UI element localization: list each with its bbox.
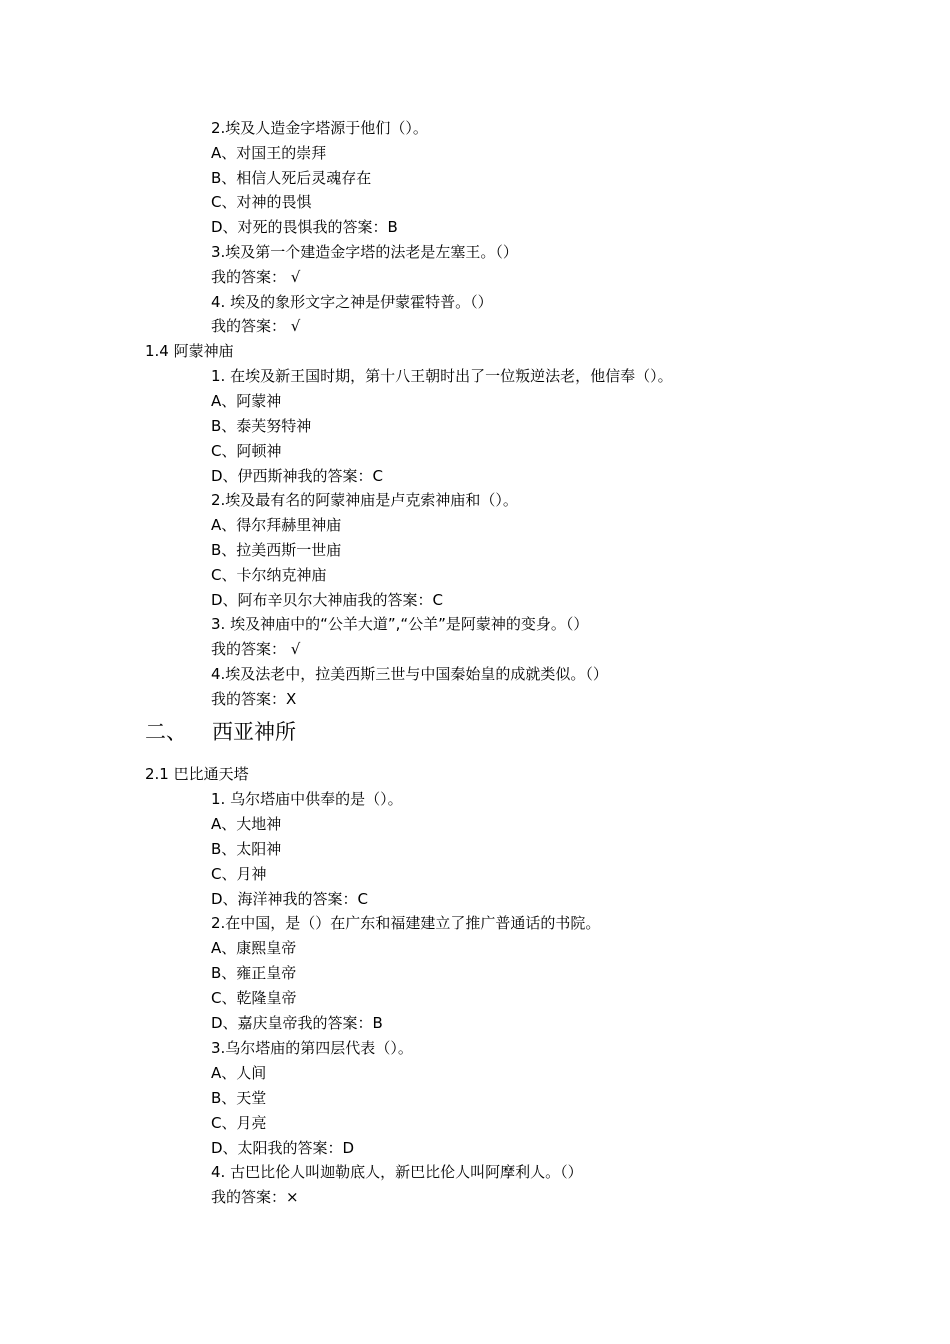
option-answer-text: D、嘉庆皇帝我的答案：B bbox=[211, 1014, 383, 1032]
option-text: C、阿顿神 bbox=[211, 442, 282, 460]
question-text: 4. 埃及的象形文字之神是伊蒙霍特普。（） bbox=[211, 293, 493, 311]
question-text: 4.埃及法老中，拉美西斯三世与中国秦始皇的成就类似。（） bbox=[211, 665, 608, 683]
option-text: C、月亮 bbox=[211, 1114, 267, 1132]
question-text: 3.乌尔塔庙的第四层代表（）。 bbox=[211, 1039, 413, 1057]
option-answer-text: D、伊西斯神我的答案：C bbox=[211, 467, 384, 485]
question-text: 4. 古巴比伦人叫迦勒底人，新巴比伦人叫阿摩利人。（） bbox=[211, 1163, 583, 1181]
option-answer-text: D、对死的畏惧我的答案：B bbox=[211, 218, 398, 236]
option-text: B、太阳神 bbox=[211, 840, 282, 858]
question-text: 3.埃及第一个建造金字塔的法老是左塞王。（） bbox=[211, 243, 518, 261]
option-text: A、康熙皇帝 bbox=[211, 939, 297, 957]
option-text: B、天堂 bbox=[211, 1089, 267, 1107]
question-text: 1. 乌尔塔庙中供奉的是（）。 bbox=[211, 790, 403, 808]
question-text: 2.埃及人造金字塔源于他们（）。 bbox=[211, 119, 428, 137]
question-text: 1. 在埃及新王国时期，第十八王朝时出了一位叛逆法老，他信奉（）。 bbox=[211, 367, 673, 385]
answer-text: 我的答案： √ bbox=[211, 268, 301, 286]
answer-text: 我的答案： √ bbox=[211, 317, 301, 335]
option-answer-text: D、太阳我的答案：D bbox=[211, 1139, 355, 1157]
section-heading: 2.1 巴比通天塔 bbox=[145, 765, 249, 783]
section-heading: 1.4 阿蒙神庙 bbox=[145, 342, 234, 360]
chapter-number: 二、 bbox=[145, 720, 187, 744]
answer-text: 我的答案：× bbox=[211, 1188, 299, 1206]
question-text: 2.在中国，是（）在广东和福建建立了推广普通话的书院。 bbox=[211, 914, 601, 932]
chapter-heading bbox=[145, 718, 296, 746]
option-text: C、乾隆皇帝 bbox=[211, 989, 297, 1007]
option-text: A、大地神 bbox=[211, 815, 282, 833]
option-text: B、雍正皇帝 bbox=[211, 964, 297, 982]
question-text: 2.埃及最有名的阿蒙神庙是卢克索神庙和（）。 bbox=[211, 491, 518, 509]
answer-text: 我的答案：X bbox=[211, 690, 297, 708]
option-text: C、对神的畏惧 bbox=[211, 193, 312, 211]
answer-text: 我的答案： √ bbox=[211, 640, 301, 658]
option-text: A、对国王的崇拜 bbox=[211, 144, 327, 162]
option-answer-text: D、海洋神我的答案：C bbox=[211, 890, 369, 908]
question-text: 3. 埃及神庙中的“公羊大道”,“公羊”是阿蒙神的变身。（） bbox=[211, 615, 589, 633]
option-text: A、阿蒙神 bbox=[211, 392, 282, 410]
option-text: C、月神 bbox=[211, 865, 267, 883]
chapter-title: 西亚神所 bbox=[212, 720, 296, 744]
option-text: B、拉美西斯一世庙 bbox=[211, 541, 342, 559]
option-text: B、泰芙努特神 bbox=[211, 417, 312, 435]
option-text: C、卡尔纳克神庙 bbox=[211, 566, 327, 584]
option-text: A、人间 bbox=[211, 1064, 267, 1082]
option-text: B、相信人死后灵魂存在 bbox=[211, 169, 372, 187]
option-text: A、得尔拜赫里神庙 bbox=[211, 516, 342, 534]
option-answer-text: D、阿布辛贝尔大神庙我的答案：C bbox=[211, 591, 444, 609]
